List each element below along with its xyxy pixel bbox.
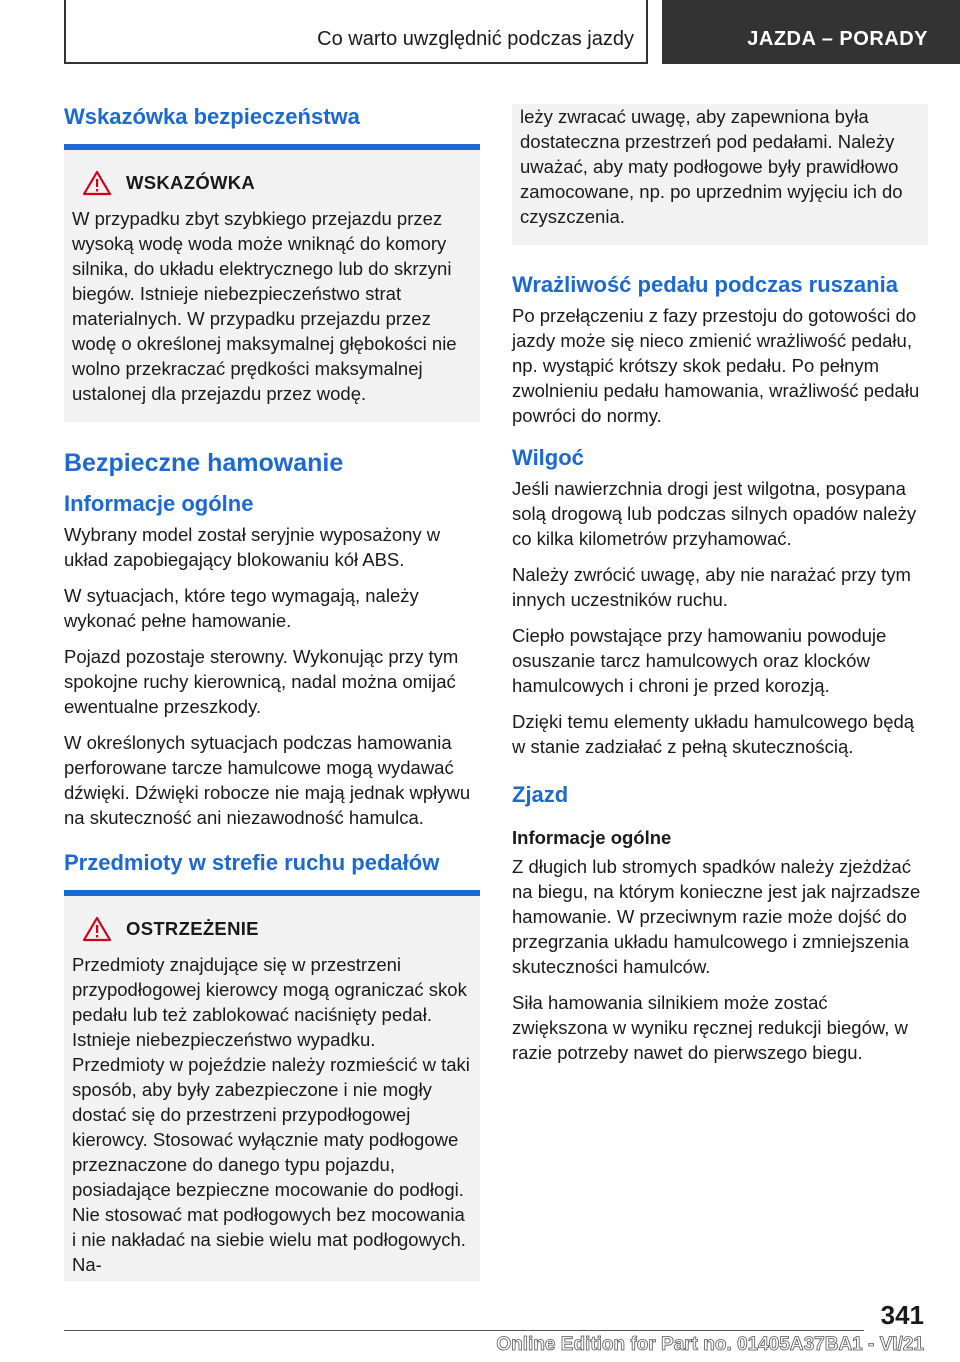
general-info-heading: Informacje ogólne [64, 491, 254, 516]
paragraph: W sytuacjach, które tego wymagają, należy wykonać pełne hamowanie. [64, 585, 419, 631]
running-header [64, 0, 648, 64]
safety-heading: Wskazówka bezpieczeństwa [64, 102, 480, 150]
note-box [64, 150, 480, 422]
descent-heading: Zjazd [512, 782, 569, 807]
right-column [512, 104, 928, 1076]
section-title: Co warto uwzględnić podczas jazdy [317, 28, 634, 50]
warning-triangle-icon [82, 170, 112, 196]
pedal-sensitivity-heading: Wrażliwość pedału podczas ruszania [512, 272, 898, 297]
paragraph: Ciepło powstające przy hamowaniu powoduje osuszanie tarcz hamulcowych oraz klocków hamulcowych i chroni je przed korozją. [512, 625, 887, 696]
paragraph: Z długich lub stromych spadków należy zjeżdżać na biegu, na którym konieczne jest jak najrzadsze hamowanie. W przeciwnym razie może dojść do przegrzania układu hamulcowego i zmniejszenia skuteczności hamulców. [512, 856, 921, 977]
paragraph: Należy zwrócić uwagę, aby nie narażać przy tym innych uczestników ruchu. [512, 564, 911, 610]
paragraph: Wybrany model został seryjnie wyposażony w układ zapobiegający blokowaniu kół ABS. [64, 524, 441, 570]
descent-subheading: Informacje ogólne [512, 827, 672, 848]
pedal-area-heading: Przedmioty w strefie ruchu pedałów [64, 848, 480, 896]
footer-divider [64, 1330, 864, 1331]
paragraph: Jeśli nawierzchnia drogi jest wilgotna, posypana solą drogową lub podczas silnych opadów należy co kilka kilometrów przyhamować. [512, 478, 917, 549]
warning-triangle-icon [82, 916, 112, 942]
moisture-heading: Wilgoć [512, 445, 584, 470]
warning-box-title: OSTRZEŻENIE [126, 918, 259, 939]
paragraph: Dzięki temu elementy układu hamulcowego będą w stanie zadziałać z pełną skutecznością. [512, 711, 915, 757]
paragraph: W określonych sytuacjach podczas hamowania perforowane tarcze hamulcowe mogą wydawać dźwięki. Dźwięki robocze nie mają jednak wpływu na skuteczność ani niezawodność hamulca. [64, 732, 471, 828]
left-column [64, 96, 480, 1281]
page-number: 341 [880, 1300, 924, 1330]
paragraph: Po przełączeniu z fazy przestoju do gotowości do jazdy może się nieco zmienić wrażliwość pedału, np. wystąpić krótszy skok pedału. Po pełnym zwolnieniu pedału hamowania, wrażliwość pedału powróci do normy. [512, 305, 920, 426]
paragraph: Pojazd pozostaje sterowny. Wykonując przy tym spokojne ruchy kierownicą, nadal można omijać ewentualne przeszkody. [64, 646, 459, 717]
chapter-tab-label: JAZDA – PORADY [747, 28, 928, 50]
warning-box [64, 896, 480, 1281]
chapter-tab [662, 0, 960, 64]
edition-note: Online Edition for Part no. 01405A37BA1 - VI/21 [496, 1334, 924, 1355]
paragraph: Siła hamowania silnikiem może zostać zwiększona w wyniku ręcznej redukcji biegów, w razie potrzeby nawet do pierwszego biegu. [512, 992, 908, 1063]
warning-box-continued-text: leży zwracać uwagę, aby zapewniona była dostateczna przestrzeń pod pedałami. Należy uważać, aby maty podłogowe były prawidłowo zamocowane, np. po uprzednim wyjęciu ich do czyszczenia. [520, 106, 903, 227]
note-box-title: WSKAZÓWKA [126, 172, 256, 193]
note-box-text: W przypadku zbyt szybkiego przejazdu przez wysoką wodę woda może wniknąć do komory silnika, do układu elektrycznego lub do skrzyni biegów. Istnieje niebezpieczeństwo strat materialnych. W przypadku przejazdu przez wodę o określonej maksymalnej głębokości nie wolno przekraczać prędkości maksymalnej ustalonej dla przejazdu przez wodę. [72, 208, 457, 404]
braking-heading: Bezpieczne hamowanie [64, 449, 344, 477]
warning-box-text: Przedmioty znajdujące się w przestrzeni przypodłogowej kierowcy mogą ograniczać skok pedału lub też zablokować naciśnięty pedał. Istnieje niebezpieczeństwo wypadku. Przedmioty w pojeździe należy rozmieścić w taki sposób, aby były zabezpieczone i nie mogły dostać się do przestrzeni przypodłogowej kierowcy. Stosować wyłącznie maty podłogowe przeznaczone do danego typu pojazdu, posiadające bezpieczne mocowanie do podłogi. Nie stosować mat podłogowych bez mocowania i nie nakładać na siebie wielu mat podłogowych. Na- [72, 954, 470, 1275]
warning-box-continued [512, 104, 928, 245]
